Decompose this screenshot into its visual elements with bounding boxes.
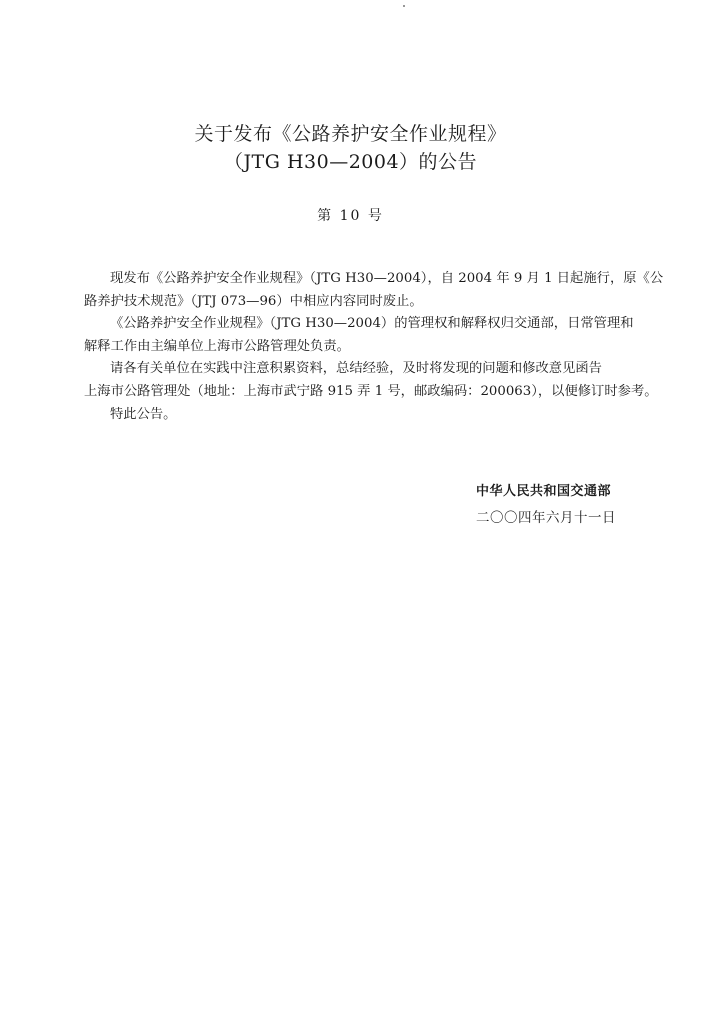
announcement-title-line2: （JTG H30—2004）的公告	[223, 151, 478, 173]
body-line: 请各有关单位在实践中注意积累资料，总结经验，及时将发现的问题和修改意见函告	[110, 361, 602, 377]
body-line: 《公路养护安全作业规程》（JTG H30—2004）的管理权和解释权归交通部，日常管理和	[110, 316, 634, 332]
scan-speck	[403, 5, 405, 7]
body-line: 现发布《公路养护安全作业规程》（JTG H30—2004），自 2004 年 9 月 1 日起施行，原《公	[110, 271, 664, 286]
announcement-body	[84, 268, 664, 426]
signature-block	[476, 479, 616, 531]
body-line: 上海市公路管理处（地址：上海市武宁路 915 弄 1 号，邮政编码：200063），以便修订时参考。	[84, 383, 658, 399]
announcement-number: 第 10 号	[317, 208, 384, 224]
issuing-organization: 中华人民共和国交通部	[476, 484, 612, 499]
body-line: 路养护技术规范》（JTJ 073—96）中相应内容同时废止。	[84, 293, 423, 309]
announcement-title-line1: 关于发布《公路养护安全作业规程》	[194, 123, 507, 145]
issue-date: 二〇〇四年六月十一日	[476, 510, 616, 526]
body-line: 解释工作由主编单位上海市公路管理处负责。	[84, 338, 350, 354]
body-line: 特此公告。	[110, 406, 177, 422]
